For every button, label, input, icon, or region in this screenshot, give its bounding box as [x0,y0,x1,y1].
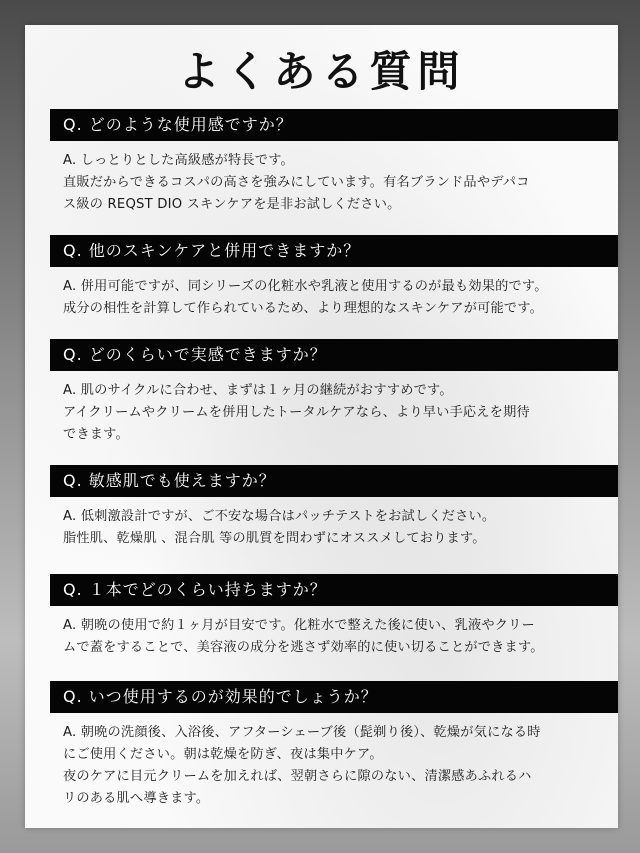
faq-item-5 [50,574,618,659]
question-heading: Q. どのくらいで実感できますか？ [50,339,618,371]
answer-line: 脂性肌、乾燥肌 、混合肌 等の肌質を問わずにオススメしております。 [63,531,486,546]
answer-text [50,371,618,446]
question-heading: Q. 敏感肌でも使えますか？ [50,465,618,497]
answer-line: A. しっとりとした高級感が特長です。 [63,153,294,168]
page-title: よくある質問 [177,47,466,96]
faq-card [25,25,618,828]
answer-line: できます。 [63,427,129,442]
answer-line: A. 低刺激設計ですが、ご不安な場合はパッチテストをお試しください。 [63,509,496,524]
answer-line: ムで蓋をすることで、美容液の成分を逃さず効率的に使い切ることができます。 [63,640,544,655]
answer-line: A. 朝晩の洗顔後、入浴後、アフターシェーブ後（髭剃り後）、乾燥が気になる時 [63,725,541,740]
faq-item-3 [50,339,618,446]
question-heading: Q. １本でどのくらい持ちますか？ [50,574,618,606]
answer-text [50,713,618,810]
answer-text [50,497,618,550]
question-heading: Q. 他のスキンケアと併用できますか？ [50,235,618,267]
answer-line: 成分の相性を計算して作られているため、より理想的なスキンケアが可能です。 [63,301,543,316]
answer-line: A. 肌のサイクルに合わせ、まずは１ヶ月の継続がおすすめです。 [63,383,453,398]
answer-text [50,606,618,659]
answer-text [50,267,618,320]
faq-item-4 [50,465,618,550]
faq-item-1 [50,109,618,216]
faq-item-2 [50,235,618,320]
answer-line: 直販だからできるコスパの高さを強みにしています。有名ブランド品やデパコ [63,175,530,190]
answer-line: アイクリームやクリームを併用したトータルケアなら、より早い手応えを期待 [63,405,530,420]
answer-line: 夜のケアに目元クリームを加えれば、翌朝さらに隙のない、清潔感あふれるハ [63,769,532,784]
answer-line: にご使用ください。朝は乾燥を防ぎ、夜は集中ケア。 [63,747,383,762]
answer-text [50,141,618,216]
faq-item-6 [50,681,618,810]
answer-line: リのある肌へ導きます。 [63,791,210,806]
question-heading: Q. いつ使用するのが効果的でしょうか？ [50,681,618,713]
answer-line: ス級の REQST DIO スキンケアを是非お試しください。 [63,197,401,212]
answer-line: A. 朝晩の使用で約１ヶ月が目安です。化粧水で整えた後に使い、乳液やクリー [63,618,535,633]
answer-line: A. 併用可能ですが、同シリーズの化粧水や乳液と使用するのが最も効果的です。 [63,279,548,294]
question-heading: Q. どのような使用感ですか？ [50,109,618,141]
